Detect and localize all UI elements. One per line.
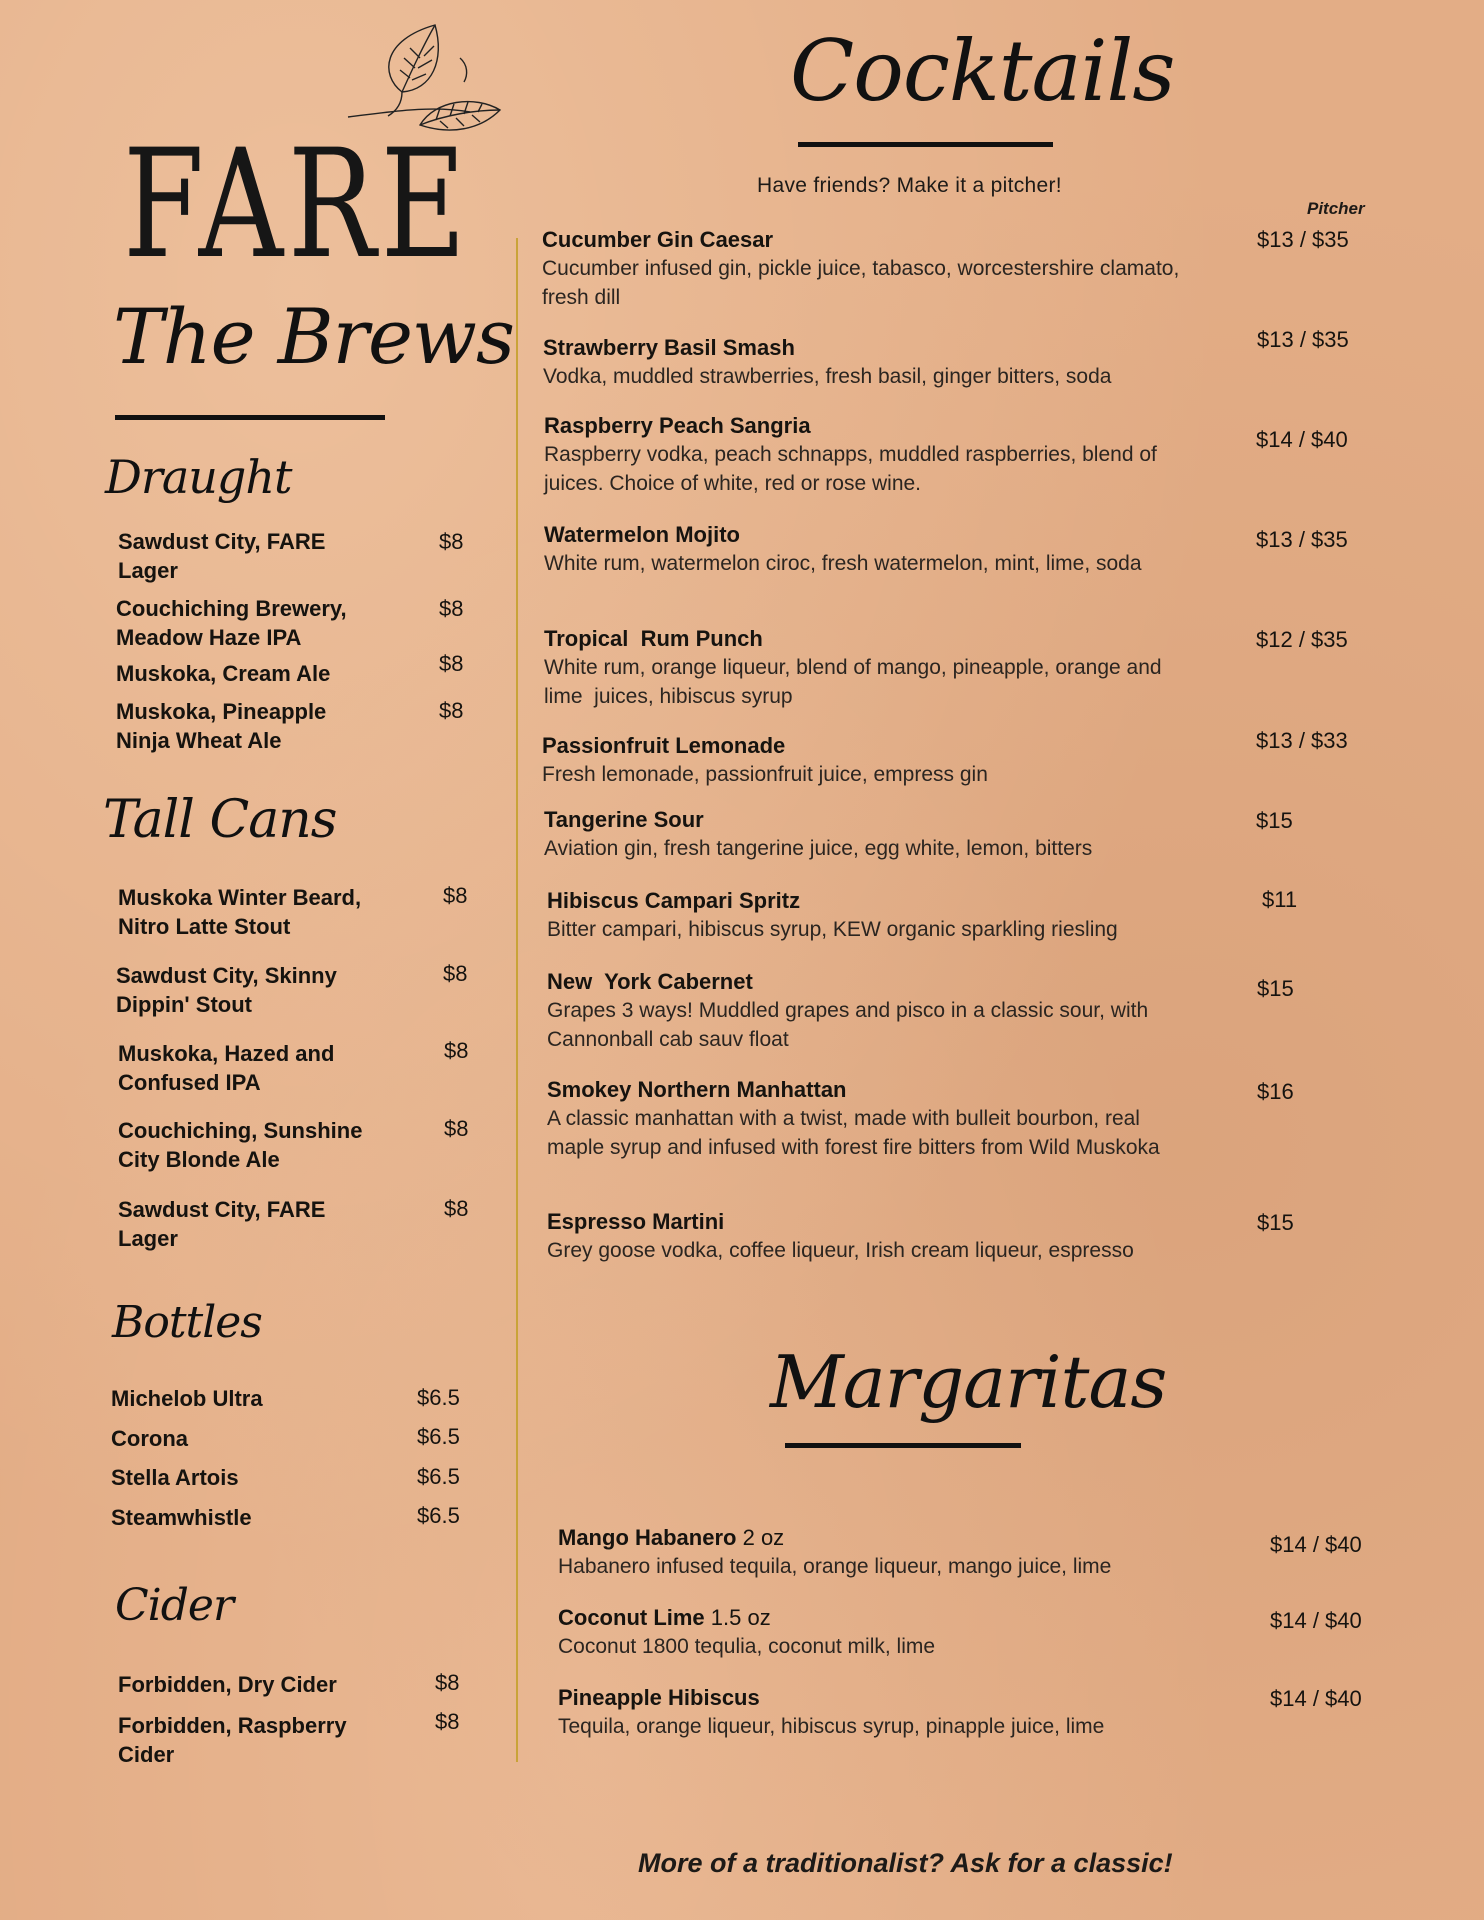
- margaritas-title: Margaritas: [770, 1340, 1167, 1424]
- item-desc: White rum, watermelon ciroc, fresh watermelon, mint, lime, soda: [544, 552, 1142, 575]
- item-price: $12 / $35: [1256, 627, 1348, 652]
- list-item: Sawdust City, FARE Lager: [118, 1197, 326, 1251]
- price: $6.5: [417, 1424, 460, 1449]
- item-name: Cucumber Gin Caesar: [542, 227, 774, 252]
- item-desc: Vodka, muddled strawberries, fresh basil, ginger bitters, soda: [543, 365, 1112, 388]
- item-price: $14 / $40: [1256, 427, 1348, 452]
- price: $8: [439, 651, 464, 676]
- item-price: $14 / $40: [1270, 1532, 1362, 1557]
- item-desc: Tequila, orange liqueur, hibiscus syrup, pinapple juice, lime: [558, 1715, 1105, 1738]
- margaritas-title-underline: [785, 1443, 1021, 1448]
- cocktails-title-underline: [798, 142, 1053, 147]
- cocktail-item: [547, 967, 1227, 1054]
- cocktail-item: [547, 1207, 1167, 1265]
- price: $6.5: [417, 1385, 460, 1410]
- list-item: Muskoka, Cream Ale: [116, 661, 331, 686]
- item-name: Raspberry Peach Sangria: [544, 413, 811, 438]
- draught-heading: Draught: [105, 450, 292, 504]
- cocktails-tagline: Have friends? Make it a pitcher!: [757, 174, 1062, 197]
- item-price: $15: [1256, 808, 1293, 833]
- item-name: Coconut Lime: [558, 1605, 705, 1630]
- cider-heading: Cider: [115, 1580, 233, 1631]
- price: $8: [444, 1116, 469, 1141]
- margarita-item: [558, 1683, 1218, 1741]
- list-item: Sawdust City, Skinny Dippin' Stout: [116, 963, 337, 1017]
- brews-title-underline: [115, 415, 385, 420]
- list-item: Forbidden, Raspberry Cider: [118, 1713, 347, 1767]
- column-divider: [516, 238, 518, 1762]
- item-desc: Raspberry vodka, peach schnapps, muddled raspberries, blend of juices. Choice of white, red or rose wine.: [544, 443, 1157, 495]
- cocktail-item: [542, 225, 1182, 312]
- item-oz: 2 oz: [742, 1525, 785, 1550]
- margarita-item: [558, 1523, 1218, 1581]
- item-price: $13 / $35: [1257, 327, 1349, 352]
- list-item: Michelob Ultra: [111, 1386, 263, 1411]
- item-name: Tangerine Sour: [544, 807, 704, 832]
- tall-cans-heading: Tall Cans: [103, 790, 337, 850]
- list-item: Steamwhistle: [111, 1505, 252, 1530]
- item-desc: Grey goose vodka, coffee liqueur, Irish cream liqueur, espresso: [547, 1239, 1134, 1262]
- item-price: $15: [1257, 1210, 1294, 1235]
- item-name: Passionfruit Lemonade: [542, 733, 786, 758]
- item-price: $14 / $40: [1270, 1608, 1362, 1633]
- item-name: Espresso Martini: [547, 1209, 725, 1234]
- item-price: $13 / $35: [1257, 227, 1349, 252]
- cocktail-item: [547, 886, 1207, 944]
- item-desc: A classic manhattan with a twist, made with bulleit bourbon, real maple syrup and infused with forest fire bitters from Wild Muskoka: [547, 1107, 1160, 1159]
- list-item: Couchiching Brewery, Meadow Haze IPA: [116, 596, 347, 650]
- item-desc: Aviation gin, fresh tangerine juice, egg white, lemon, bitters: [544, 837, 1093, 860]
- price: $6.5: [417, 1464, 460, 1489]
- margarita-item: [558, 1603, 1218, 1661]
- item-name: Pineapple Hibiscus: [558, 1685, 760, 1710]
- cocktail-item: [544, 805, 1204, 863]
- cocktail-item: [544, 624, 1204, 711]
- item-desc: Habanero infused tequila, orange liqueur, mango juice, lime: [558, 1555, 1112, 1578]
- price: $8: [443, 883, 468, 908]
- item-name: Hibiscus Campari Spritz: [547, 888, 801, 913]
- item-desc: Fresh lemonade, passionfruit juice, empress gin: [542, 763, 988, 786]
- item-oz: 1.5 oz: [710, 1605, 771, 1630]
- item-desc: Coconut 1800 tequlia, coconut milk, lime: [558, 1635, 936, 1658]
- price: $8: [435, 1709, 460, 1734]
- item-desc: Bitter campari, hibiscus syrup, KEW organic sparkling riesling: [547, 918, 1118, 941]
- item-name: Smokey Northern Manhattan: [547, 1077, 847, 1102]
- list-item: Couchiching, Sunshine City Blonde Ale: [118, 1118, 363, 1172]
- list-item: Muskoka, Pineapple Ninja Wheat Ale: [116, 699, 327, 753]
- brand-logo: FARE: [123, 118, 471, 292]
- item-price: $14 / $40: [1270, 1686, 1362, 1711]
- cocktails-title: Cocktails: [790, 22, 1175, 120]
- bottles-heading: Bottles: [112, 1297, 262, 1348]
- price: $8: [439, 529, 464, 554]
- list-item: Muskoka, Hazed and Confused IPA: [118, 1041, 335, 1095]
- cocktail-item: [544, 520, 1184, 578]
- list-item: Muskoka Winter Beard, Nitro Latte Stout: [118, 885, 362, 939]
- price: $8: [444, 1038, 469, 1063]
- cocktail-item: [547, 1075, 1167, 1162]
- cocktail-item: [543, 333, 1243, 391]
- cocktail-item: [542, 731, 1202, 789]
- list-item: Sawdust City, FARE Lager: [118, 529, 326, 583]
- item-price: $16: [1257, 1079, 1294, 1104]
- item-desc: White rum, orange liqueur, blend of mango, pineapple, orange and lime juices, hibiscus syrup: [544, 656, 1168, 708]
- item-price: $13 / $35: [1256, 527, 1348, 552]
- brews-title: The Brews: [113, 292, 514, 381]
- item-desc: Grapes 3 ways! Muddled grapes and pisco in a classic sour, with Cannonball cab sauv float: [547, 999, 1149, 1051]
- item-price: $11: [1262, 887, 1298, 912]
- item-price: $13 / $33: [1256, 728, 1348, 753]
- pitcher-label: Pitcher: [1307, 199, 1365, 218]
- list-item: Forbidden, Dry Cider: [118, 1672, 337, 1697]
- price: $8: [435, 1670, 460, 1695]
- item-price: $15: [1257, 976, 1294, 1001]
- list-item: Corona: [111, 1426, 188, 1451]
- item-name: Watermelon Mojito: [544, 522, 740, 547]
- list-item: Stella Artois: [111, 1465, 239, 1490]
- price: $6.5: [417, 1503, 460, 1528]
- item-desc: Cucumber infused gin, pickle juice, tabasco, worcestershire clamato, fresh dill: [542, 257, 1180, 309]
- price: $8: [439, 698, 464, 723]
- item-name: Tropical Rum Punch: [544, 626, 763, 651]
- footer-note: More of a traditionalist? Ask for a classic!: [638, 1848, 1173, 1878]
- price: $8: [443, 961, 468, 986]
- price: $8: [439, 596, 464, 621]
- item-name: Strawberry Basil Smash: [543, 335, 795, 360]
- cocktail-item: [544, 411, 1164, 498]
- item-name: Mango Habanero: [558, 1525, 737, 1550]
- item-name: New York Cabernet: [547, 969, 753, 994]
- price: $8: [444, 1196, 469, 1221]
